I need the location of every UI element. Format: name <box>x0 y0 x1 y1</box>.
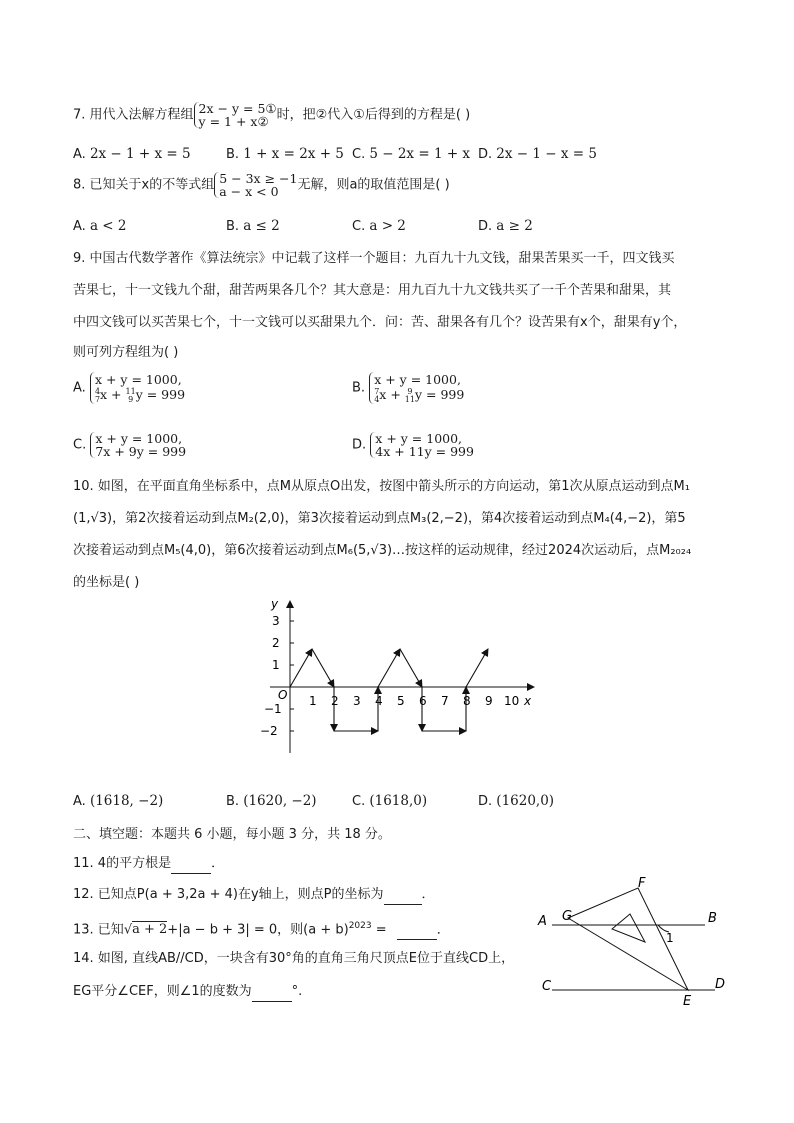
fraction <box>126 388 136 404</box>
option-label: C. <box>352 219 366 234</box>
option-label: A. <box>73 147 86 162</box>
q14-line-1: 14. 如图, 直线AB//CD，一块含有30°角的直角三角尺顶点E位于直线CD上， <box>73 951 515 966</box>
equation-tail: y = 999 <box>135 387 186 402</box>
q7-option-d[interactable] <box>478 146 597 162</box>
numerator: 11 <box>125 386 136 396</box>
equation-mid: x + <box>379 387 405 402</box>
q7-equation-system <box>194 102 277 128</box>
option-label: C. <box>73 437 87 453</box>
option-text: a ≥ 2 <box>496 218 533 234</box>
q14-text: EG平分∠CEF，则∠1的度数为 <box>73 984 252 999</box>
q12-answer-blank[interactable] <box>384 886 422 905</box>
q12-text: 12. 已知点P(a + 3,2a + 4)在y轴上，则点P的坐标为 <box>73 887 384 902</box>
x-tick: 1 <box>309 694 317 708</box>
option-text: a < 2 <box>89 218 127 234</box>
option-text: (1618,0) <box>369 793 428 809</box>
point-a-label: A <box>538 914 547 929</box>
equation-line: x + y = 1000, <box>374 372 461 387</box>
q9-line-1: 9. 中国古代数学著作《算法统宗》中记载了这样一个题目：九百九十九文钱，甜果苦果买一千，四文钱买 <box>73 251 675 266</box>
q10-option-c[interactable] <box>352 793 427 809</box>
q9-d-system <box>370 432 474 458</box>
point-f-label: F <box>638 876 646 891</box>
q10-line-4: 的坐标是( ) <box>73 575 140 590</box>
section-heading-fill-in: 二、填空题：本题共 6 小题，每小题 3 分，共 18 分。 <box>73 827 391 842</box>
question-13 <box>73 917 450 940</box>
q14-answer-blank[interactable] <box>252 983 292 1002</box>
triangle-ruler-inner <box>612 914 645 942</box>
option-label: A. <box>73 219 86 234</box>
equation-line: 4x + 11y = 999 <box>375 444 474 459</box>
q9-option-b[interactable] <box>352 372 464 404</box>
question-8 <box>73 172 450 198</box>
x-tick: 4 <box>375 694 383 708</box>
q8-ineq2: a − x < 0 <box>219 184 279 199</box>
point-c-label: C <box>542 979 552 994</box>
option-text: 2x − 1 + x = 5 <box>89 146 191 162</box>
q13-middle: +|a − b + 3| = 0，则(a + b) <box>167 922 349 938</box>
equation-line: 7x + 9y = 999 <box>95 444 187 459</box>
q13-radicand: a + 2 <box>132 922 168 938</box>
q9-a-system <box>90 372 185 404</box>
x-tick: 9 <box>485 694 493 708</box>
q7-option-c[interactable] <box>352 146 470 162</box>
equation-line: x + y = 1000, <box>95 431 183 446</box>
q9-b-system <box>369 372 464 404</box>
point-d-label: D <box>715 977 726 992</box>
equation-tail: y = 999 <box>414 387 465 402</box>
q7-suffix: 时，把②代入①后得到的方程是( ) <box>276 107 471 123</box>
equation-mid: x + <box>100 387 126 402</box>
q9-c-system <box>90 432 186 458</box>
option-label: D. <box>478 147 493 162</box>
y-tick: 1 <box>272 658 280 672</box>
q10-coordinate-graph <box>250 595 550 765</box>
q13-text: 13. 已知 <box>73 922 124 938</box>
q13-exponent: 2023 <box>348 921 372 931</box>
q14-geometry-figure <box>530 872 735 1010</box>
q9-line-3: 中四文钱可以买苦果七个，十一文钱可以买甜果九个．问：苦、甜果各有几个？设苦果有x个，甜果有y个， <box>73 315 687 330</box>
q10-option-b[interactable] <box>226 793 317 809</box>
question-12 <box>73 886 435 905</box>
option-text: 1 + x = 2x + 5 <box>243 146 344 162</box>
question-14-line-2 <box>73 983 302 1002</box>
y-tick: 3 <box>272 614 280 628</box>
point-g-label: G <box>562 909 573 924</box>
numerator: 9 <box>407 386 413 396</box>
equation-line: x + y = 1000, <box>375 431 463 446</box>
option-text: a > 2 <box>369 218 406 234</box>
q7-option-b[interactable] <box>226 146 344 162</box>
q10-option-a[interactable] <box>73 793 163 809</box>
q10-line-3: 次接着运动到点M₅(4,0)，第6次接着运动到点M₆(5,√3)…按这样的运动规律，经过2024次运动后，点M₂₀₂₄ <box>73 543 692 558</box>
q8-option-b[interactable] <box>226 218 280 234</box>
x-tick: 8 <box>463 694 471 708</box>
fraction <box>405 388 415 404</box>
option-text: (1618, −2) <box>89 793 164 809</box>
x-tick: 10 <box>504 694 520 708</box>
q7-option-a[interactable] <box>73 146 191 162</box>
q8-option-d[interactable] <box>478 218 533 234</box>
denominator: 4 <box>374 394 380 404</box>
x-tick: 6 <box>419 694 427 708</box>
denominator: 11 <box>404 394 415 404</box>
q9-line-2: 苦果七，十一文钱九个甜，甜苦两果各几个？其大意是：用九百九十九文钱共买了一千个苦果和甜果，其 <box>73 283 672 298</box>
q10-line-1: 10. 如图，在平面直角坐标系中，点M从原点O出发，按图中箭头所示的方向运动，第1次从原点运动到点M₁ <box>73 479 690 494</box>
option-label: A. <box>73 380 86 396</box>
equation-line: x + y = 1000, <box>94 372 182 387</box>
point-b-label: B <box>708 911 717 926</box>
option-text: 5 − 2x = 1 + x <box>369 146 471 162</box>
option-text: 2x − 1 − x = 5 <box>496 146 597 162</box>
q11-answer-blank[interactable] <box>171 855 211 874</box>
q14-suffix: °. <box>291 984 303 999</box>
q7-eq1: 2x − y = 5① <box>198 101 277 116</box>
q8-option-a[interactable] <box>73 218 126 234</box>
y-tick: 2 <box>272 636 280 650</box>
denominator: 9 <box>128 394 134 404</box>
q13-suffix: ． <box>436 922 450 938</box>
denominator: 7 <box>94 394 101 404</box>
y-tick: −2 <box>260 724 278 738</box>
option-label: D. <box>478 794 493 809</box>
x-tick: 5 <box>397 694 405 708</box>
option-text: a ≤ 2 <box>243 218 280 234</box>
angle-1-label: 1 <box>666 931 674 945</box>
option-label: D. <box>352 437 367 453</box>
origin-label: O <box>278 688 288 702</box>
q10-line-2: (1,√3)，第2次接着运动到点M₂(2,0)，第3次接着运动到点M₃(2,−2)，第4次接着运动到点M₄(4,−2)，第5 <box>73 511 686 526</box>
x-tick: 2 <box>331 694 339 708</box>
x-ticks <box>309 694 519 708</box>
q9-option-c[interactable] <box>73 432 186 458</box>
q7-eq2: y = 1 + x② <box>198 114 269 129</box>
numerator: 4 <box>94 386 101 396</box>
q13-equals: = <box>371 922 391 938</box>
y-tick: −1 <box>264 702 282 716</box>
option-label: B. <box>352 380 366 396</box>
q11-suffix: ． <box>211 856 225 871</box>
option-label: C. <box>352 794 366 809</box>
q9-line-4: 则可列方程组为( ) <box>73 345 179 360</box>
motion-path <box>290 649 488 731</box>
q8-prefix: 8. 已知关于x的不等式组 <box>73 177 215 193</box>
q9-option-a[interactable] <box>73 372 185 404</box>
q8-option-c[interactable] <box>352 218 406 234</box>
y-axis-label: y <box>271 597 279 611</box>
option-label: D. <box>478 219 493 234</box>
q8-inequality-system <box>214 172 297 198</box>
option-label: C. <box>352 147 366 162</box>
q10-option-d[interactable] <box>478 793 554 809</box>
option-text: (1620, −2) <box>243 793 317 809</box>
sqrt-symbol: √ <box>123 922 133 938</box>
q12-suffix: ． <box>421 887 435 902</box>
q9-option-d[interactable] <box>352 432 474 458</box>
option-label: B. <box>226 794 240 809</box>
q8-ineq1: 5 − 3x ≥ −1 <box>219 171 298 186</box>
q11-text: 11. 4的平方根是 <box>73 856 172 871</box>
x-tick: 3 <box>353 694 361 708</box>
point-e-label: E <box>683 994 692 1009</box>
q7-prefix: 7. 用代入法解方程组 <box>73 107 194 123</box>
x-axis-label: x <box>524 694 532 708</box>
q8-suffix: 无解，则a的取值范围是( ) <box>297 177 450 193</box>
option-text: (1620,0) <box>496 793 555 809</box>
option-label: B. <box>226 219 240 234</box>
numerator: 7 <box>374 386 380 396</box>
question-7 <box>73 102 470 128</box>
option-label: B. <box>226 147 240 162</box>
option-label: A. <box>73 794 86 809</box>
question-11 <box>73 855 224 874</box>
x-tick: 7 <box>441 694 449 708</box>
y-ticks <box>260 614 294 738</box>
q13-answer-blank[interactable] <box>397 921 437 940</box>
